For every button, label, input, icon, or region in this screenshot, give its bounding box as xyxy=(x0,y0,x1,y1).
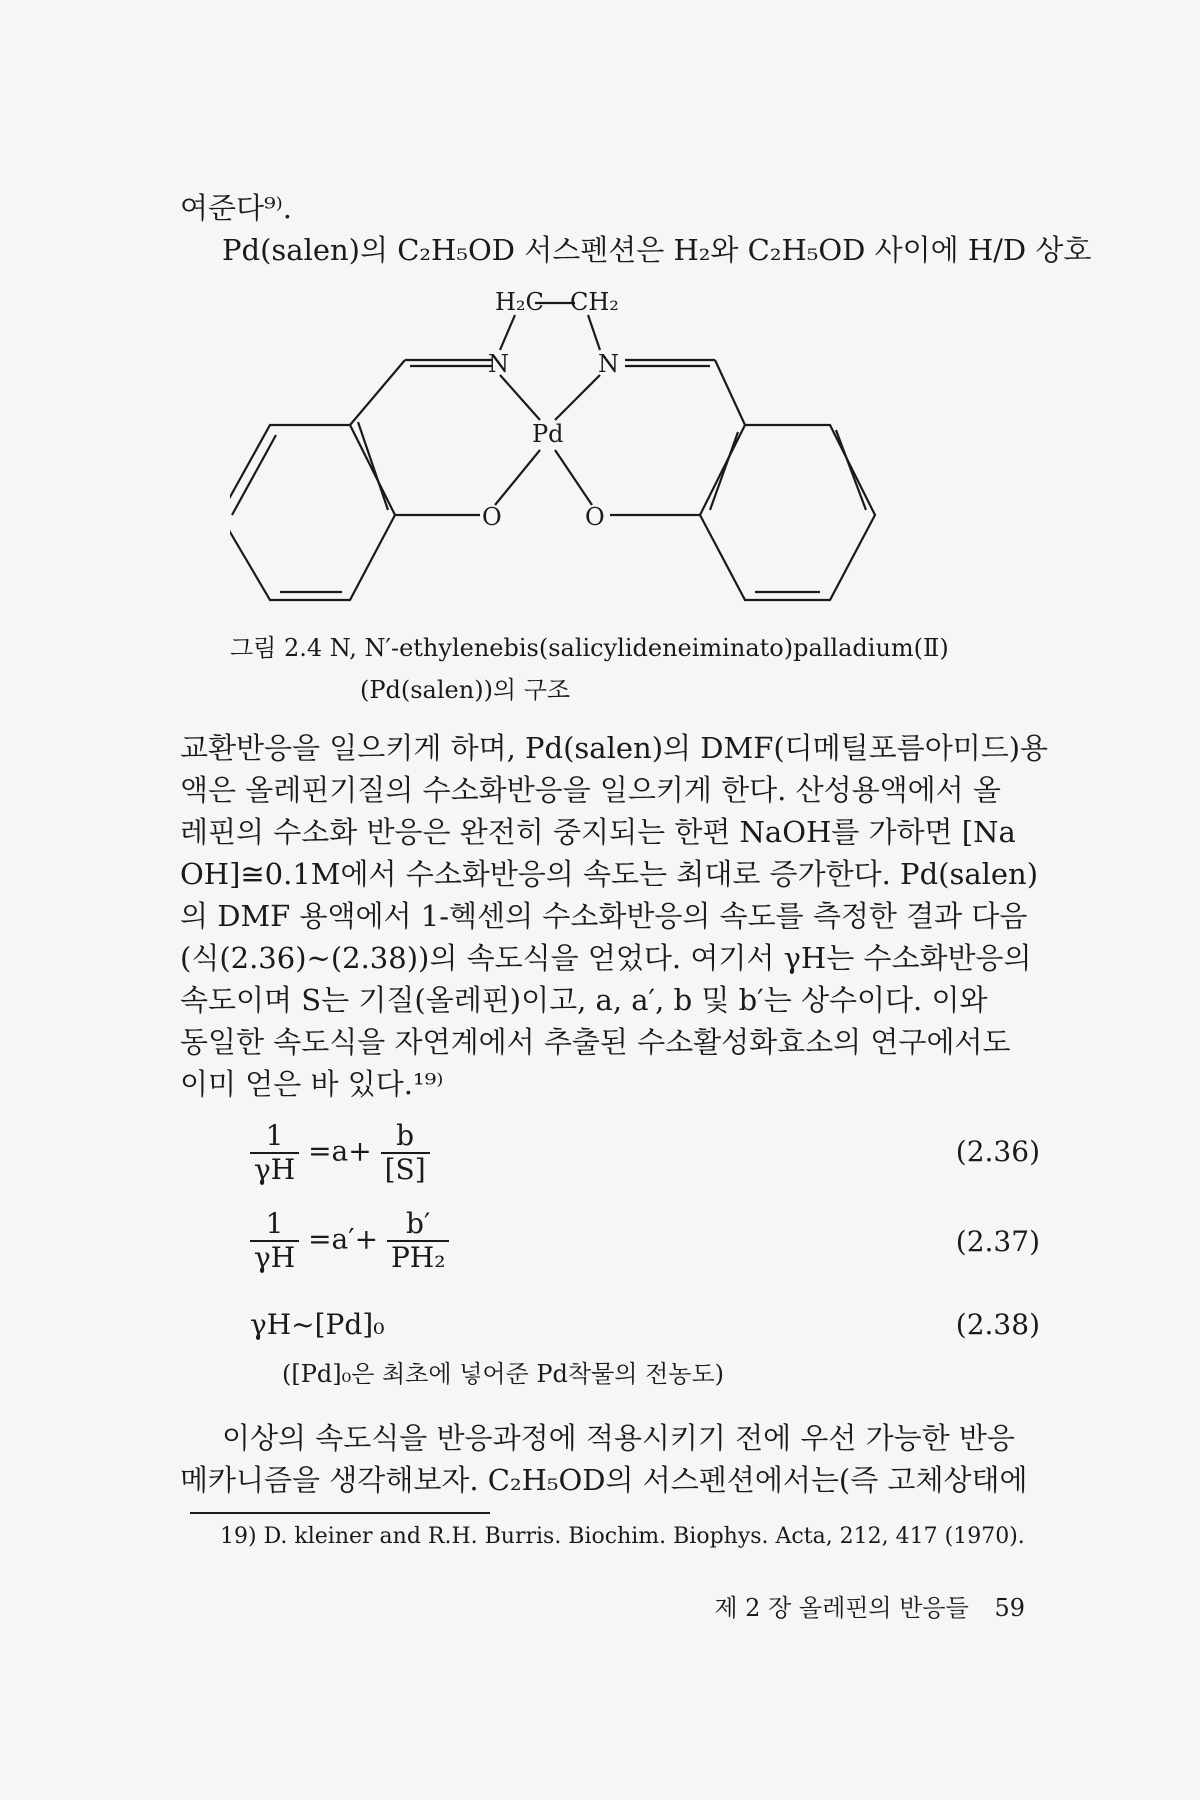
right-benzene-ring xyxy=(700,425,875,600)
page-footer xyxy=(714,1588,1025,1623)
bond-line xyxy=(358,422,388,510)
bond-line xyxy=(555,450,592,505)
bond-line xyxy=(588,315,600,350)
text-line: 이미 얻은 바 있다.¹⁹⁾ xyxy=(180,1067,444,1101)
footnote-rule xyxy=(190,1512,490,1514)
equation-note: ([Pd]₀은 최초에 넣어준 Pd착물의 전농도) xyxy=(282,1360,725,1388)
bond-line xyxy=(715,360,745,425)
bond-line xyxy=(350,360,405,425)
text-line: 메카니즘을 생각해보자. C₂H₅OD의 서스펜션에서는(즉 고체상태에 xyxy=(180,1463,1028,1497)
bond-line xyxy=(500,375,540,420)
text-line: 교환반응을 일으키게 하며, Pd(salen)의 DMF(디메틸포름아미드)용 xyxy=(180,731,1049,765)
bond-line xyxy=(710,432,738,510)
equation-2-36: $\frac{1}{\gamma H}$ =a+ $\frac{b}{[S]}$ xyxy=(250,1120,430,1186)
equation-number: (2.36) xyxy=(955,1135,1040,1168)
equation-2-37: $\frac{1}{\gamma H}$ =a′+ $\frac{b'}{\text{PH₂}}$ xyxy=(250,1208,449,1274)
fraction: $\frac{b}{[S]}$ xyxy=(381,1120,430,1186)
atom-label: H₂C xyxy=(495,288,544,316)
bond-line xyxy=(836,430,866,510)
bond-line xyxy=(232,435,276,515)
chapter-title: 제 2 장 올레핀의 반응들 xyxy=(714,1594,969,1622)
bond-line xyxy=(500,315,515,350)
bond-line xyxy=(495,450,540,505)
text-line: 레핀의 수소화 반응은 완전히 중지되는 한편 NaOH를 가하면 [Na xyxy=(180,815,1016,849)
figure-caption: 그림 2.4 N, N′-ethylenebis(salicylideneiminato)palladium(Ⅱ) xyxy=(230,634,949,662)
fraction: $\frac{b'}{\text{PH₂}}$ xyxy=(387,1208,449,1274)
text-line: 여준다⁹⁾. xyxy=(180,191,293,225)
text-line: Pd(salen)의 C₂H₅OD 서스펜션은 H₂와 C₂H₅OD 사이에 H/D 상호 xyxy=(222,233,1092,267)
atom-label: N xyxy=(488,350,509,378)
text-line: OH]≅0.1M에서 수소화반응의 속도는 최대로 증가한다. Pd(salen) xyxy=(180,857,1039,891)
equation-number: (2.38) xyxy=(955,1308,1040,1341)
atom-label: CH₂ xyxy=(570,288,619,316)
text-line: 동일한 속도식을 자연계에서 추출된 수소활성화효소의 연구에서도 xyxy=(180,1025,1011,1059)
fraction: $\frac{1}{\gamma H}$ xyxy=(250,1208,299,1274)
footnote: 19) D. kleiner and R.H. Burris. Biochim. Biophys. Acta, 212, 417 (1970). xyxy=(220,1524,1025,1549)
equation-2-38: γH~[Pd]₀ xyxy=(250,1308,385,1341)
text-line: 의 DMF 용액에서 1-헥센의 수소화반응의 속도를 측정한 결과 다음 xyxy=(180,899,1028,933)
left-benzene-ring xyxy=(230,425,395,600)
equation-number: (2.37) xyxy=(955,1225,1040,1258)
pd-salen-structure-diagram xyxy=(230,270,970,610)
text-line: 액은 올레핀기질의 수소화반응을 일으키게 한다. 산성용액에서 올 xyxy=(180,773,1001,807)
page-number: 59 xyxy=(994,1594,1025,1622)
atom-label: O xyxy=(482,503,502,531)
atom-label: O xyxy=(585,503,605,531)
fraction: $\frac{1}{\gamma H}$ xyxy=(250,1120,299,1186)
text-line: (식(2.36)~(2.38))의 속도식을 얻었다. 여기서 γH는 수소화반응의 xyxy=(180,941,1032,975)
text-line: 속도이며 S는 기질(올레핀)이고, a, a′, b 및 b′는 상수이다. 이와 xyxy=(180,983,988,1017)
atom-label: Pd xyxy=(532,420,564,448)
bond-line xyxy=(555,375,600,420)
atom-label: N xyxy=(598,350,619,378)
text-line: 이상의 속도식을 반응과정에 적용시키기 전에 우선 가능한 반응 xyxy=(222,1421,1015,1455)
figure-caption: (Pd(salen))의 구조 xyxy=(360,676,571,704)
